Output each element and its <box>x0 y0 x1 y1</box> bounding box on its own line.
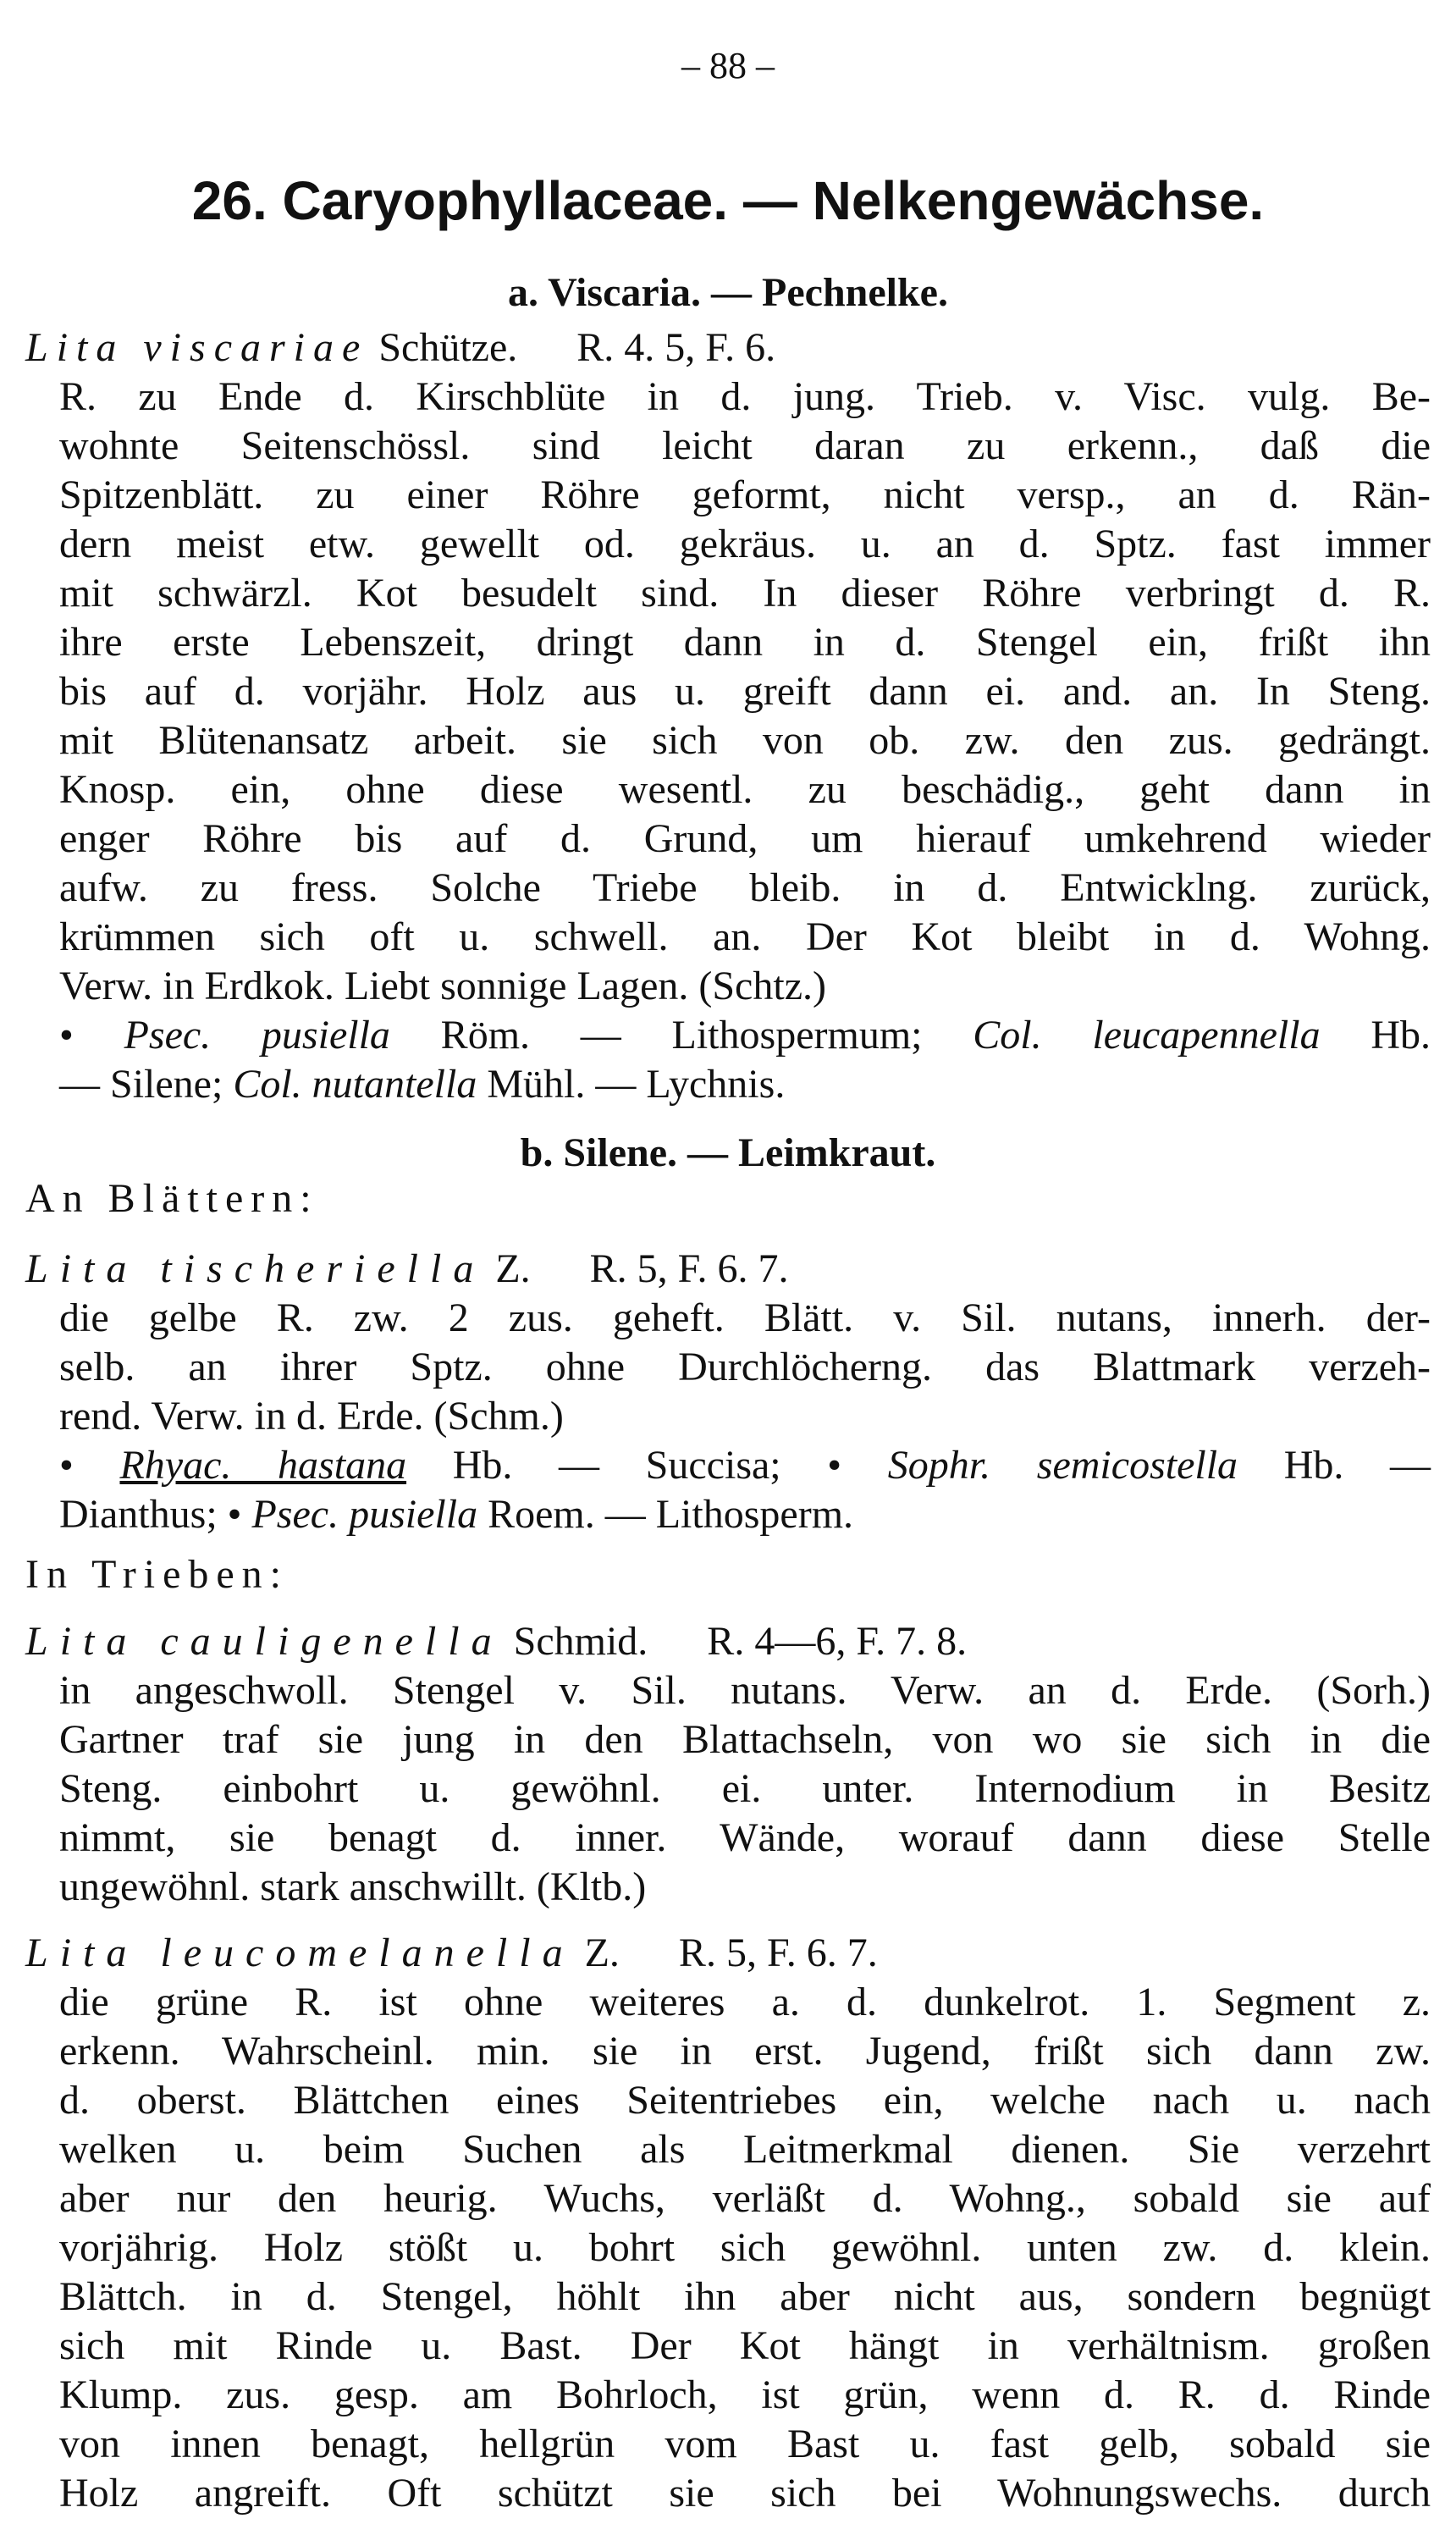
text-line: die grüne R. ist ohne weiteres a. d. dunkelrot. 1. Segment z. <box>59 1980 1431 2024</box>
ref-text: Röm. — Lithospermum; <box>440 1013 923 1058</box>
text-line: Holz angreift. Oft schützt sie sich bei Wohnungswechs. durch <box>59 2471 1431 2516</box>
species-ref: Sophr. semicostella <box>887 1443 1238 1488</box>
species-author: Z. <box>495 1246 531 1291</box>
text-line: Klump. zus. gesp. am Bohrloch, ist grün, wenn d. R. d. Rinde <box>59 2372 1431 2417</box>
species-meta: R. 5, F. 6. 7. <box>589 1246 789 1291</box>
species-ref: Psec. pusiella <box>124 1013 390 1058</box>
ref-text: Hb. <box>1371 1013 1431 1058</box>
ref-text: — Silene; <box>59 1062 223 1107</box>
page-number: – 88 – <box>681 45 775 86</box>
section-heading-silene: b. Silene. — Leimkraut. <box>520 1130 936 1175</box>
text-line: erkenn. Wahrscheinl. min. sie in erst. Jugend, frißt sich dann zw. <box>59 2029 1431 2074</box>
bullet-marker: • <box>59 1443 74 1488</box>
text-line: ungewöhnl. stark anschwillt. (Kltb.) <box>59 1864 647 1909</box>
cross-reference-line <box>59 1060 1431 1109</box>
cross-reference-line <box>59 1441 1431 1490</box>
species-name: Lita leucomelanella <box>25 1930 575 1975</box>
chapter-title: 26. Caryophyllaceae. — Nelkengewächse. <box>191 170 1265 231</box>
text-line: in angeschwoll. Stengel v. Sil. nutans. Verw. an d. Erde. (Sorh.) <box>59 1668 1431 1713</box>
bullet-marker: • <box>227 1492 242 1537</box>
text-line: dern meist etw. gewellt od. gekräus. u. an d. Sptz. fast immer <box>59 522 1431 566</box>
text-line: rend. Verw. in d. Erde. (Schm.) <box>59 1394 564 1439</box>
text-line: krümmen sich oft u. schwell. an. Der Kot bleibt in d. Wohng. <box>59 914 1431 959</box>
text-line: nimmt, sie benagt d. inner. Wände, worauf dann diese Stelle <box>59 1815 1431 1860</box>
species-ref: Col. nutantella <box>233 1062 477 1107</box>
species-name: Lita tischeriella <box>25 1246 486 1291</box>
text-line: Steng. einbohrt u. gewöhnl. ei. unter. Internodium in Besitz <box>59 1766 1431 1811</box>
cross-reference-line <box>59 1490 1431 1539</box>
text-line: selb. an ihrer Sptz. ohne Durchlöcherng. das Blattmark verzeh- <box>59 1345 1431 1389</box>
text-line: sich mit Rinde u. Bast. Der Kot hängt in verhältnism. großen <box>59 2323 1431 2368</box>
subsection-label-leaves: An Blättern: <box>25 1176 319 1221</box>
species-ref: Psec. pusiella <box>251 1492 478 1537</box>
ref-text: Dianthus; <box>59 1492 218 1537</box>
species-author: Schmid. <box>513 1619 648 1664</box>
species-entry-lita-leucomelanella <box>25 1929 1431 1978</box>
species-ref: Rhyac. hastana <box>119 1443 407 1488</box>
text-line: wohnte Seitenschössl. sind leicht daran zu erkenn., daß die <box>59 423 1431 468</box>
text-line: Gartner traf sie jung in den Blattachseln, von wo sie sich in die <box>59 1717 1431 1762</box>
text-line: die gelbe R. zw. 2 zus. geheft. Blätt. v. Sil. nutans, innerh. der- <box>59 1295 1431 1340</box>
text-line: mit Blütenansatz arbeit. sie sich von ob. zw. den zus. gedrängt. <box>59 718 1431 763</box>
species-name: Lita viscariae <box>25 325 369 370</box>
bullet-marker: • <box>59 1013 74 1058</box>
subsection-label-shoots: In Trieben: <box>25 1552 290 1597</box>
species-author: Z. <box>584 1930 620 1975</box>
text-line: d. oberst. Blättchen eines Seitentriebes ein, welche nach u. nach <box>59 2078 1431 2123</box>
bullet-marker: • <box>827 1443 842 1488</box>
text-line: vorjährig. Holz stößt u. bohrt sich gewöhnl. unten zw. d. klein. <box>59 2225 1431 2270</box>
species-ref: Col. leucapennella <box>973 1013 1321 1058</box>
text-line: Knosp. ein, ohne diese wesentl. zu beschädig., geht dann in <box>59 767 1431 812</box>
text-line: bis auf d. vorjähr. Holz aus u. greift dann ei. and. an. In Steng. <box>59 669 1431 714</box>
cross-reference-line <box>59 1011 1431 1060</box>
text-line: aber nur den heurig. Wuchs, verläßt d. Wohng., sobald sie auf <box>59 2176 1431 2221</box>
text-line: Verw. in Erdkok. Liebt sonnige Lagen. (Schtz.) <box>59 964 826 1008</box>
text-line: Blättch. in d. Stengel, höhlt ihn aber nicht aus, sondern begnügt <box>59 2274 1431 2319</box>
ref-text: Mühl. — Lychnis. <box>487 1062 786 1107</box>
ref-text: Roem. — Lithosperm. <box>488 1492 854 1537</box>
text-line: welken u. beim Suchen als Leitmerkmal dienen. Sie verzehrt <box>59 2127 1431 2172</box>
section-heading-viscaria: a. Viscaria. — Pechnelke. <box>508 270 948 315</box>
species-name: Lita cauligenella <box>25 1619 504 1664</box>
text-line: von innen benagt, hellgrün vom Bast u. fast gelb, sobald sie <box>59 2422 1431 2466</box>
text-line: aufw. zu fress. Solche Triebe bleib. in d. Entwicklng. zurück, <box>59 865 1431 910</box>
species-entry-lita-cauligenella <box>25 1617 1431 1666</box>
text-line: mit schwärzl. Kot besudelt sind. In dieser Röhre verbringt d. R. <box>59 571 1431 616</box>
species-entry-lita-viscariae <box>25 323 1431 373</box>
text-line: Spitzenblätt. zu einer Röhre geformt, nicht versp., an d. Rän- <box>59 472 1431 517</box>
ref-text: Hb. — Succisa; <box>452 1443 781 1488</box>
species-entry-lita-tischeriella <box>25 1245 1431 1294</box>
ref-text: Hb. — <box>1283 1443 1431 1488</box>
species-author: Schütze. <box>378 325 518 370</box>
species-meta: R. 4. 5, F. 6. <box>576 325 776 370</box>
species-meta: R. 4—6, F. 7. 8. <box>707 1619 968 1664</box>
text-line: enger Röhre bis auf d. Grund, um hierauf umkehrend wieder <box>59 816 1431 861</box>
species-meta: R. 5, F. 6. 7. <box>678 1930 878 1975</box>
text-line: ihre erste Lebenszeit, dringt dann in d. Stengel ein, frißt ihn <box>59 620 1431 665</box>
text-line: R. zu Ende d. Kirschblüte in d. jung. Trieb. v. Visc. vulg. Be- <box>59 374 1431 419</box>
